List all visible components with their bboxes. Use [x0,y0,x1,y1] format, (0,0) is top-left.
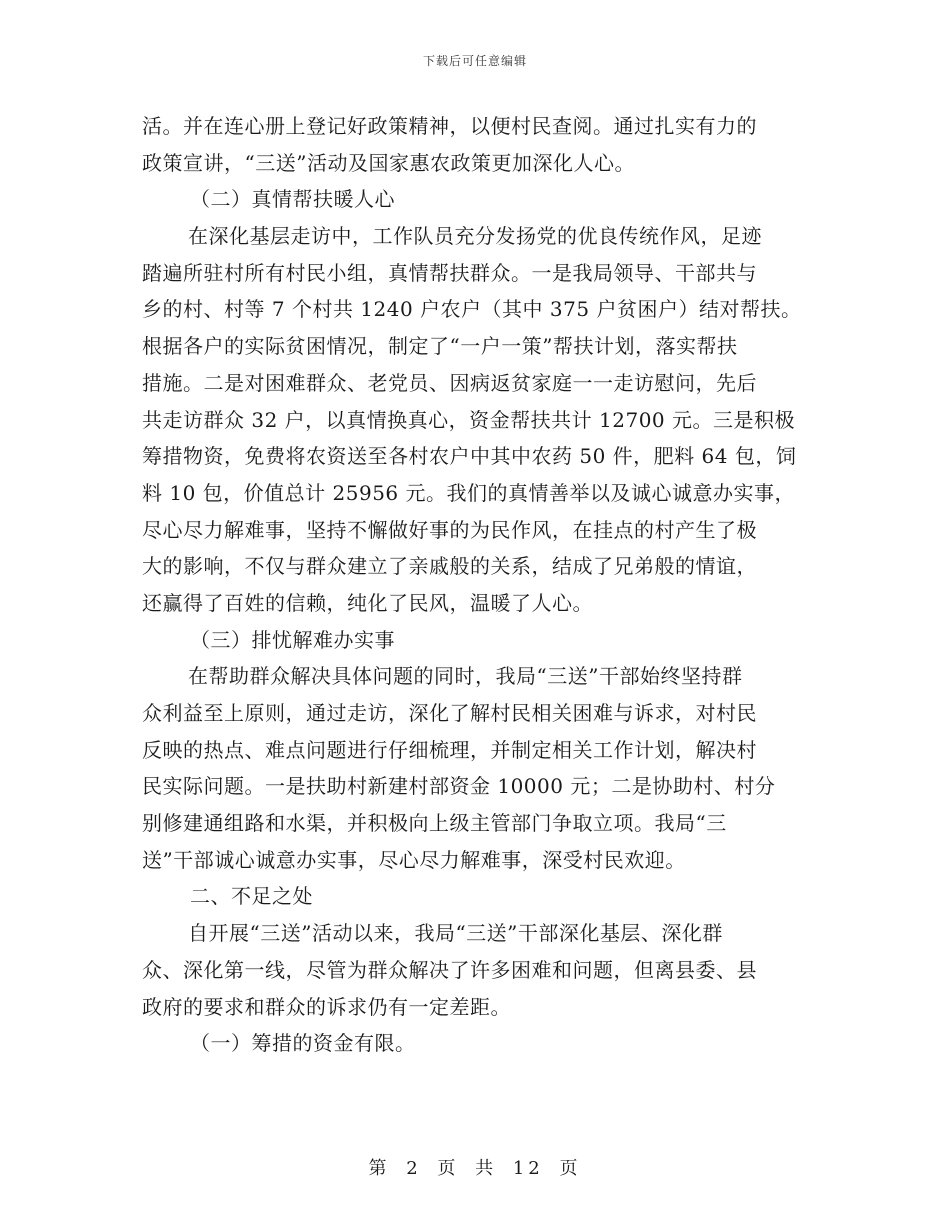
text-line: 自开展“三送”活动以来，我局“三送”干部深化基层、深化群 [188,921,723,946]
section-heading: 二、不足之处 [190,884,313,909]
text-line: 踏遍所驻村所有村民小组，真情帮扶群众。一是我局领导、干部共与 [142,260,757,285]
page-header: 下载后可任意编辑 [422,54,527,68]
text-line: 筹措物资，免费将农资送至各村农户中其中农药 50 件，肥料 64 包，饲 [142,444,797,469]
text-line: 送”干部诚心诚意办实事，尽心尽力解难事，深受村民欢迎。 [142,847,686,872]
text-line: 活。并在连心册上登记好政策精神，以便村民查阅。通过扎实有力的 [142,114,757,138]
text-line: 共走访群众 32 户，以真情换真心，资金帮扶共计 12700 元。三是积极 [142,407,796,432]
section-heading: （一）筹措的资金有限。 [190,1031,416,1056]
text-line: 尽心尽力解难事，坚持不懈做好事的为民作风，在挂点的村产生了极 [142,517,757,542]
text-line: 在深化基层走访中，工作队员充分发扬党的优良传统作风，足迹 [188,224,762,249]
text-line: 在帮助群众解决具体问题的同时，我局“三送”干部始终坚持群 [188,664,743,689]
text-line: 根据各户的实际贫困情况，制定了“一户一策”帮扶计划，落实帮扶 [142,334,738,359]
text-line: 民实际问题。一是扶助村新建村部资金 10000 元；二是协助村、村分 [142,774,776,799]
section-heading: （二）真情帮扶暖人心 [190,187,395,212]
text-line: 众利益至上原则，通过走访，深化了解村民相关困难与诉求，对村民 [142,701,757,725]
text-line: 措施。二是对困难群众、老党员、因病返贫家庭一一走访慰问，先后 [142,370,757,395]
text-line: 政策宣讲，“三送”活动及国家惠农政策更加深化人心。 [142,150,635,175]
text-line: 别修建通组路和水渠，并积极向上级主管部门争取立项。我局“三 [142,811,727,836]
text-line: 反映的热点、难点问题进行仔细梳理，并制定相关工作计划，解决村 [142,737,757,762]
page-number: 第 2 页 共 12 页 [368,1158,582,1179]
document-body [142,108,808,1062]
text-line: 众、深化第一线，尽管为群众解决了许多困难和问题，但离县委、县 [142,957,757,982]
text-line: 还赢得了百姓的信赖，纯化了民风，温暖了人心。 [142,590,593,615]
text-line: 大的影响，不仅与群众建立了亲戚般的关系，结成了兄弟般的情谊， [142,554,757,579]
section-heading: （三）排忧解难办实事 [190,627,395,652]
text-line: 政府的要求和群众的诉求仍有一定差距。 [142,994,511,1019]
text-line: 乡的村、村等 7 个村共 1240 户农户（其中 375 户贫困户）结对帮扶。 [142,297,802,322]
text-line: 料 10 包，价值总计 25956 元。我们的真情善举以及诚心诚意办实事， [142,480,796,505]
